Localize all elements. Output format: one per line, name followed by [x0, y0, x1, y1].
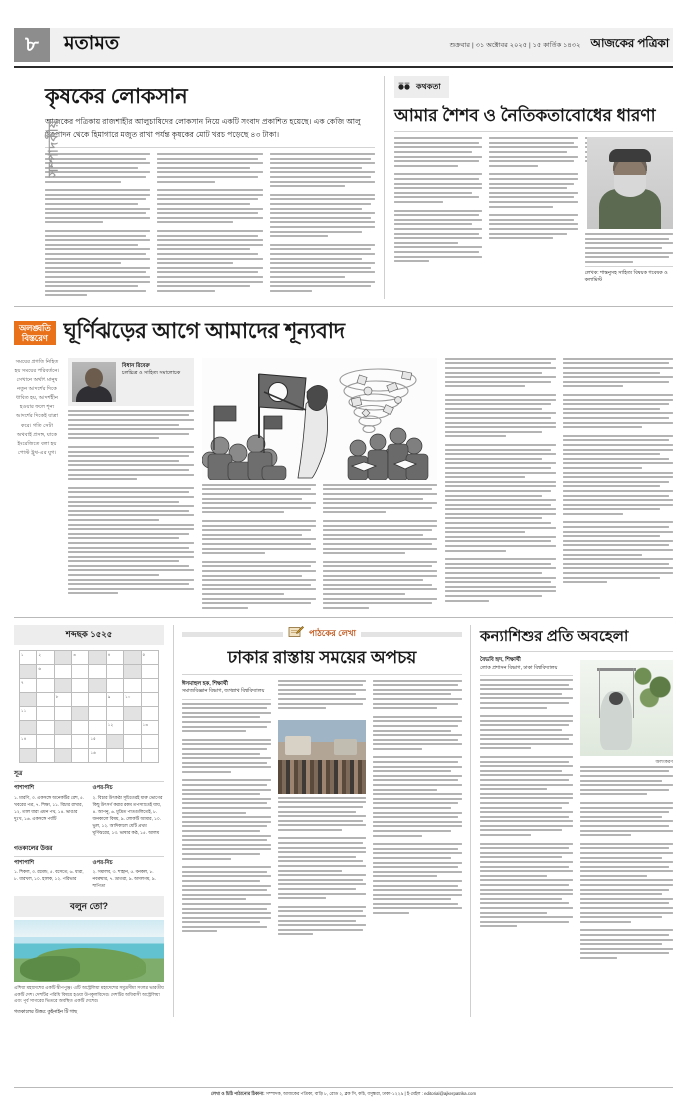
yesterday-down: ২. সমালব, ৩. শাহান, ৫. বনকল, ৮. নবরুমার, ৭. ভ্রাতরা, ৯. অসলগম, ৯. শাপিতা — [92, 869, 156, 888]
kanya-byline-name: বৈভবি হৃদ, শিক্ষার্থী — [480, 657, 521, 664]
crossword-cell[interactable] — [89, 693, 106, 707]
feature-column-2 — [202, 358, 437, 611]
kathakata-divider — [394, 131, 673, 132]
crossword-cell[interactable]: ৪ — [106, 651, 123, 665]
masthead-right — [450, 28, 673, 62]
crossword-row — [20, 693, 159, 707]
crossword-cell[interactable] — [37, 721, 54, 735]
crossword-cell-blocked — [54, 679, 71, 693]
crossword-cell[interactable] — [106, 749, 123, 763]
crossword-cell[interactable]: ১৩ — [141, 721, 158, 735]
newspaper-page — [0, 28, 687, 1108]
kathakata-column-1 — [394, 137, 482, 285]
crossword-cell-blocked — [54, 651, 71, 665]
crossword-row — [20, 721, 159, 735]
yesterday-across: ১. শিকল, ৩. রমেন্ড, ৫. বসেতে, ৬. ধারা, ৮. ধারখল, ১০. হালক, ১২. পরিভার — [14, 869, 84, 881]
yesterday-across-block — [14, 860, 86, 890]
kathakata-tag-label: কথকতা — [416, 81, 441, 91]
feature-rule — [14, 617, 673, 618]
masthead-rule — [14, 66, 673, 68]
down-clues-block — [93, 785, 165, 836]
crossword-cell[interactable] — [106, 679, 123, 693]
feature-illustration — [202, 358, 437, 480]
crossword-cell[interactable]: ১৫ — [89, 735, 106, 749]
across-clues: ১. মারণি, ৩. একসঙ্গে অনেকটির রেশ, ৫. খবরের পত্র, ৭. শিক্ষা, ১১. বিচার রাখার, ১২. তাল ধারা এমন পথ, ১৪. ভাঙার দুঃখ, ১৬. একসঙ্গে পর্বটি — [14, 794, 85, 821]
feature-pullquote: সময়ের প্রগতি নিহিত হয় সময়ের পরিবর্তনে। সেখানে অর্থাৎ মানুষ নতুন আদর্শের দিকে ধাবিত হয়, আদর্শহীন হওয়ার ফলে শূন্য আদর্শের দিকেই যাত্রা করে। গতি সেটা অথবাই প্রসঙ্গ, যাকে ইংরেজিতে বলা হয় পোস্ট ট্রুথ-এর যুগ। — [14, 358, 60, 456]
quiz-answer: গতকালের উত্তর: কুইনাইন টি গাছ — [14, 1010, 77, 1016]
kanya-columns — [480, 656, 673, 962]
kathakata-column-3 — [585, 137, 673, 285]
crossword-cell[interactable] — [141, 735, 158, 749]
kathakata-section-tag[interactable] — [394, 76, 449, 98]
feature-article — [14, 315, 673, 611]
feature-headline: ঘূর্ণিঝড়ের আগে আমাদের শূন্যবাদ — [63, 318, 345, 343]
crossword-cell-blocked — [54, 749, 71, 763]
feature-column-2a — [202, 484, 316, 611]
crossword-cell[interactable] — [141, 679, 158, 693]
crossword-cell[interactable] — [37, 735, 54, 749]
crossword-cell[interactable] — [72, 665, 89, 679]
kanya-column-2 — [580, 656, 673, 962]
section-name: মতামত — [64, 33, 120, 54]
feature-badge — [14, 321, 56, 345]
kanya-column — [480, 625, 673, 1017]
top-block-rule — [14, 306, 673, 307]
feature-author-title: চলচ্চিত্র ও সাহিত্য সমালোচক — [122, 370, 181, 377]
crossword-cell[interactable] — [106, 665, 123, 679]
page-number: ৮ — [14, 28, 50, 62]
kathakata-headline: আমার শৈশব ও নৈতিকতাবোধের ধারণা — [394, 106, 656, 125]
yesterday-down-block — [93, 860, 165, 890]
across-label: পাশাপাশি — [14, 785, 34, 792]
street-photo — [278, 720, 367, 794]
editorial-headline: কৃষকের লোকসান — [45, 85, 188, 108]
crossword-cell-blocked — [89, 679, 106, 693]
crossword-cell[interactable] — [89, 707, 106, 721]
crossword-cell[interactable]: ১৪ — [20, 735, 37, 749]
crossword-cell[interactable] — [72, 693, 89, 707]
photo-credit: অলংকরণ — [655, 759, 673, 765]
crossword-cell[interactable] — [124, 735, 141, 749]
reader-column — [173, 625, 471, 1017]
reader-byline-name: ঈসমাহুল হক, শিক্ষার্থী — [182, 680, 228, 687]
crossword-cell[interactable] — [124, 721, 141, 735]
crossword-cell[interactable] — [124, 679, 141, 693]
quiz-photo — [14, 920, 164, 982]
feature-author-box — [68, 358, 194, 406]
quiz-title: বলুন তো? — [14, 896, 164, 917]
crossword-row — [20, 679, 159, 693]
crossword-cell[interactable]: ৭ — [20, 679, 37, 693]
kathakata-author-note: লেখক: শান্তনুসহ সাহিত্য বিষয়ক গবেষক ও কলামিস্ট — [584, 269, 668, 284]
crossword-cell[interactable] — [37, 749, 54, 763]
editorial-divider — [45, 147, 375, 148]
crossword-cell[interactable]: ১১ — [20, 707, 37, 721]
editorial-article — [45, 76, 375, 299]
masthead — [14, 28, 673, 62]
brand-logo: আজকের পত্রিকা — [590, 36, 669, 50]
feature-column-3b — [563, 358, 674, 604]
kanya-headline: কন্যাশিশুর প্রতি অবহেলা — [480, 628, 629, 646]
crossword-row — [20, 749, 159, 763]
feature-column-2b — [323, 484, 437, 611]
crossword-cell-blocked — [124, 651, 141, 665]
kathakata-article — [384, 76, 673, 299]
bottom-block — [14, 625, 673, 1017]
crossword-cell-blocked — [124, 665, 141, 679]
reader-column-1 — [182, 680, 271, 938]
editorial-standfirst: আজকের পত্রিকায় রাজশাহীর আলুচাষিদের লোকসান নিয়ে একটি সংবাদ প্রকাশিত হয়েছে। এক কেজি আলু উৎপাদন থেকে হিমাগারে মজুত রাখা পর্যন্ত কৃষকের মোট খরচ পড়েছে ৪৩ টাকা। — [45, 117, 361, 139]
crossword-cell[interactable] — [141, 707, 158, 721]
crossword-cell-blocked — [72, 707, 89, 721]
crossword-cell-blocked — [54, 721, 71, 735]
crossword-cell[interactable] — [54, 665, 71, 679]
crossword-cell[interactable] — [54, 707, 71, 721]
crossword-cell[interactable]: ১৬ — [89, 749, 106, 763]
dateline: শুক্রবার | ৩১ অক্টোবর ২০২৫ | ১৫ কার্তিক ১৪৩২ — [449, 41, 581, 49]
crossword-row — [20, 735, 159, 749]
footer-email[interactable]: editorial@ajkerpatrika.com — [424, 1091, 477, 1096]
editorial-column-2 — [157, 153, 262, 299]
crossword-cell[interactable]: ৮ — [54, 693, 71, 707]
masthead-spacer — [133, 28, 449, 62]
reader-column-2 — [278, 680, 367, 938]
feature-badge-line2: বিস্তরেণ — [19, 333, 51, 343]
crossword-cell[interactable] — [106, 707, 123, 721]
yesterday-down-label: ওপর-নিচ — [92, 859, 113, 866]
editorial-columns — [45, 153, 375, 299]
footer-text — [14, 1088, 673, 1098]
footer-address: সম্পাদক, আজকের পত্রিকা, বাড়ি ৮, রোড ২, ব্লক সি, কচি, বসুন্ধরা, ঢাকা-১২২৯ | ই-মেইল : — [265, 1091, 423, 1096]
crossword-cell-blocked — [89, 651, 106, 665]
footer-label: লেখা ও চিঠি পাঠানোর ঠিকানা: — [210, 1091, 265, 1096]
crossword-cell[interactable] — [141, 749, 158, 763]
crossword-cell-blocked — [106, 735, 123, 749]
yesterday-answers-header: গতকালের উত্তর — [14, 845, 53, 852]
crossword-cell-blocked — [124, 707, 141, 721]
top-block — [14, 76, 673, 299]
crossword-cell[interactable]: ১২ — [106, 721, 123, 735]
crossword-grid[interactable] — [19, 650, 159, 763]
down-label: ওপর-নিচ — [92, 785, 113, 792]
feature-author-photo — [72, 362, 116, 402]
feature-author-name: বিধান রিবেরু — [122, 362, 150, 369]
crossword-cell[interactable] — [72, 749, 89, 763]
yesterday-across-label: পাশাপাশি — [14, 859, 34, 866]
across-clues-block — [14, 785, 86, 836]
kathakata-columns — [394, 137, 673, 285]
reader-column-3 — [373, 680, 462, 938]
crossword-row — [20, 707, 159, 721]
puzzle-title: শব্দছক ১৫২৫ — [14, 625, 164, 645]
reader-banner-label: পাঠকের লেখা — [309, 628, 357, 639]
crossword-cell[interactable]: ১ — [20, 651, 37, 665]
crossword-cell[interactable] — [54, 735, 71, 749]
editorial-tab — [14, 76, 61, 299]
feature-body — [14, 358, 673, 611]
feature-header — [14, 315, 673, 351]
quiz-caption: এশিয়া মহাদেশের একটি দ্বীপপুঞ্জ। এটি অস্ট্রেলিয়া মহাদেশের সমুদ্রসীমা সংলগ্ন ভারতীয় একটি দেশ। দেশটির পরিধি বিষয়ে হওয়া উপকূলবিদের। দেশটির অধিবাসী অস্ট্রেলিয়া এবং পূর্ব সাগরের ভিতরে অবস্থিত একটি দেশের। — [14, 984, 164, 1004]
reader-banner — [182, 625, 462, 643]
feature-pullquote-column — [14, 358, 60, 611]
crossword-cell[interactable]: ৩ — [72, 651, 89, 665]
crossword-cell[interactable] — [141, 693, 158, 707]
reader-columns — [182, 680, 462, 938]
crossword-cell[interactable]: ৯ — [106, 693, 123, 707]
editorial-column-3 — [270, 153, 375, 299]
crossword-cell[interactable]: ২ — [37, 651, 54, 665]
crossword-cell[interactable]: ১০ — [124, 693, 141, 707]
clue-header: সূত্র — [14, 771, 23, 778]
crossword-row — [20, 665, 159, 679]
crossword-cell-blocked — [20, 693, 37, 707]
kanya-column-1 — [480, 656, 573, 962]
crossword-cell[interactable] — [72, 735, 89, 749]
crossword-row — [20, 651, 159, 665]
quote-icon — [398, 78, 412, 96]
down-clues: ২. বিচার উৎকণ্ঠা সূচিতেরই ধারু ভোগের কিছু উৎসর্গ করার রকম তপস্যাতেই যায়, ৪. আপনু, ৬. মুদ্রিত পাতগুলিতেই, ৮. জনকালে বিষয়, ৯. লোকটি আমার, ১০. ভুল, ১২. আদিকালে যেটি প্রথম ঘূর্ণিঝরের, ১৩. ভাষার কণ্ঠ, ১৫. আলম — [92, 794, 163, 835]
crossword-cell-blocked — [20, 665, 37, 679]
author-portrait-photo — [587, 137, 673, 229]
feature-column-3a — [445, 358, 556, 604]
kanya-byline — [480, 656, 573, 672]
crossword-cell-blocked — [20, 749, 37, 763]
crossword-cell[interactable] — [37, 693, 54, 707]
feature-column-1 — [68, 358, 194, 611]
feature-badge-line1: অলঙ্ঘতি — [19, 322, 51, 333]
kanya-byline-detail: লোক প্রশাসন বিভাগ, ঢাকা বিশ্ববিদ্যালয় — [480, 664, 558, 671]
footer — [14, 1087, 673, 1098]
girl-swing-photo — [580, 660, 673, 756]
crossword-cell[interactable] — [89, 665, 106, 679]
editorial-vertical-label: সম্পাদকীয় — [45, 119, 61, 178]
kathakata-column-2 — [489, 137, 577, 285]
reader-byline — [182, 680, 271, 696]
crossword-cell[interactable] — [72, 721, 89, 735]
crossword-cell[interactable] — [124, 749, 141, 763]
crossword-cell-blocked — [20, 721, 37, 735]
feature-author-info — [122, 362, 180, 378]
crossword-cell[interactable] — [37, 707, 54, 721]
crossword-cell[interactable] — [37, 679, 54, 693]
feature-column-3 — [445, 358, 673, 611]
reader-headline: ঢাকার রাস্তায় সময়ের অপচয় — [227, 648, 417, 668]
crossword-cell[interactable]: ৫ — [141, 651, 158, 665]
pencil-notepad-icon — [288, 625, 304, 643]
puzzle-column — [14, 625, 164, 1017]
reader-byline-detail: সমাজবিজ্ঞান বিভাগ, জগন্নাথ বিশ্ববিদ্যালয় — [182, 688, 265, 695]
crossword-cell[interactable] — [89, 721, 106, 735]
crossword-cell[interactable] — [141, 665, 158, 679]
crossword-cell[interactable] — [72, 679, 89, 693]
crossword-cell[interactable]: ৬ — [37, 665, 54, 679]
